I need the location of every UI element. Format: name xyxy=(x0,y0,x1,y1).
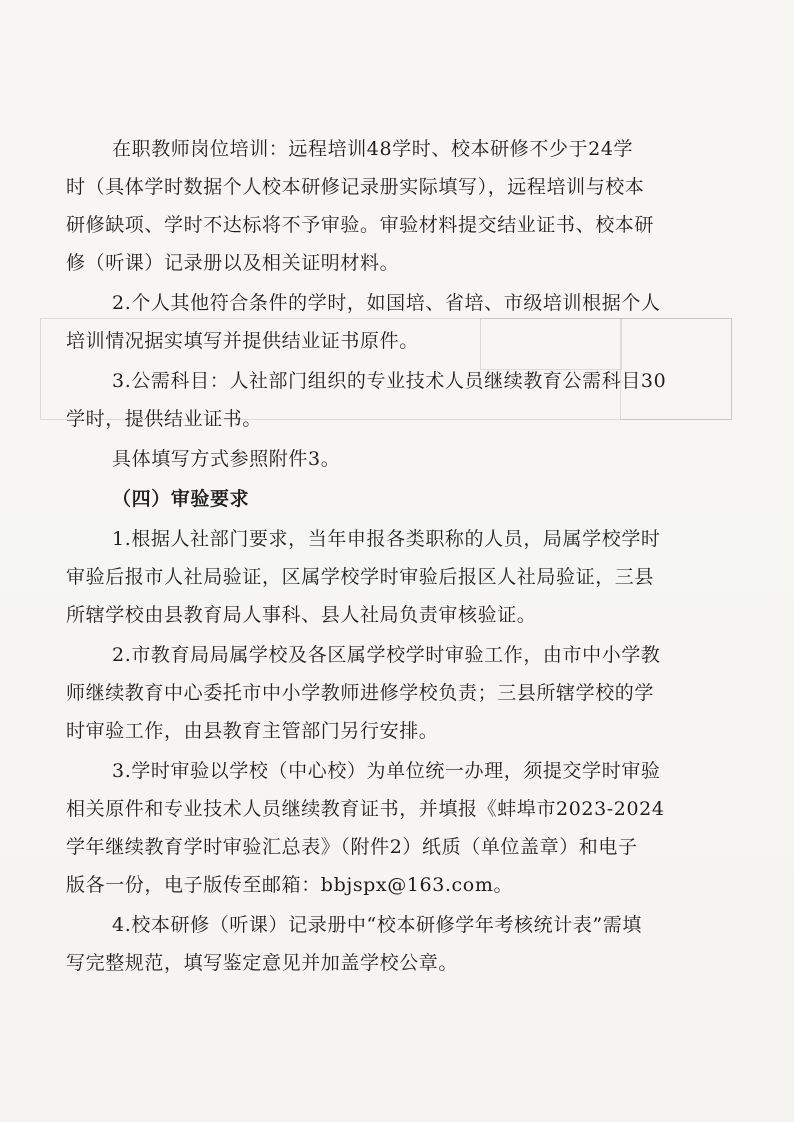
text-line: 3.公需科目：人社部门组织的专业技术人员继续教育公需科目30 xyxy=(112,370,667,392)
text-line: 学时，提供结业证书。 xyxy=(66,408,263,430)
heading-text: （四）审验要求 xyxy=(112,488,250,510)
text-line: 审验后报市人社局验证，区属学校学时审验后报区人社局验证，三县 xyxy=(66,566,655,588)
text-line: 2.个人其他符合条件的学时，如国培、省培、市级培训根据个人 xyxy=(112,292,661,314)
text-line: 1.根据人社部门要求，当年申报各类职称的人员，局属学校学时 xyxy=(112,528,661,550)
text-line: 时（具体学时数据个人校本研修记录册实际填写），远程培训与校本 xyxy=(66,176,645,198)
paragraph-fill-method xyxy=(66,440,726,478)
document-body xyxy=(66,130,726,984)
text-line: 2.市教育局局属学校及各区属学校学时审验工作，由市中小学教 xyxy=(112,644,661,666)
paragraph-other-hours xyxy=(66,284,726,360)
text-line: 相关原件和专业技术人员继续教育证书，并填报《蚌埠市2023-2024 xyxy=(66,798,665,820)
text-line: 培训情况据实填写并提供结业证书原件。 xyxy=(66,330,419,352)
text-line: 研修缺项、学时不达标将不予审验。审验材料提交结业证书、校本研 xyxy=(66,214,655,236)
text-line: 3.学时审验以学校（中心校）为单位统一办理，须提交学时审验 xyxy=(112,760,661,782)
text-line: 所辖学校由县教育局人事科、县人社局负责审核验证。 xyxy=(66,604,537,626)
paragraph-teacher-training xyxy=(66,130,726,282)
text-line: 师继续教育中心委托市中小学教师进修学校负责；三县所辖学校的学 xyxy=(66,682,655,704)
paragraph-public-subjects xyxy=(66,362,726,438)
text-line: 修（听课）记录册以及相关证明材料。 xyxy=(66,252,400,274)
text-line-email: 版各一份，电子版传至邮箱：bbjspx@163.com。 xyxy=(66,874,514,896)
text-line: 在职教师岗位培训：远程培训48学时、校本研修不少于24学 xyxy=(112,138,634,160)
paragraph-requirement-4 xyxy=(66,906,726,982)
text-line: 写完整规范，填写鉴定意见并加盖学校公章。 xyxy=(66,952,459,974)
paragraph-requirement-1 xyxy=(66,520,726,634)
section-heading-review-requirements xyxy=(66,480,726,518)
text-line: 具体填写方式参照附件3。 xyxy=(112,448,341,470)
paragraph-requirement-3 xyxy=(66,752,726,904)
text-line: 时审验工作，由县教育主管部门另行安排。 xyxy=(66,720,439,742)
paragraph-requirement-2 xyxy=(66,636,726,750)
text-line: 学年继续教育学时审验汇总表》（附件2）纸质（单位盖章）和电子 xyxy=(66,836,638,858)
text-line: 4.校本研修（听课）记录册中“校本研修学年考核统计表”需填 xyxy=(112,914,642,936)
